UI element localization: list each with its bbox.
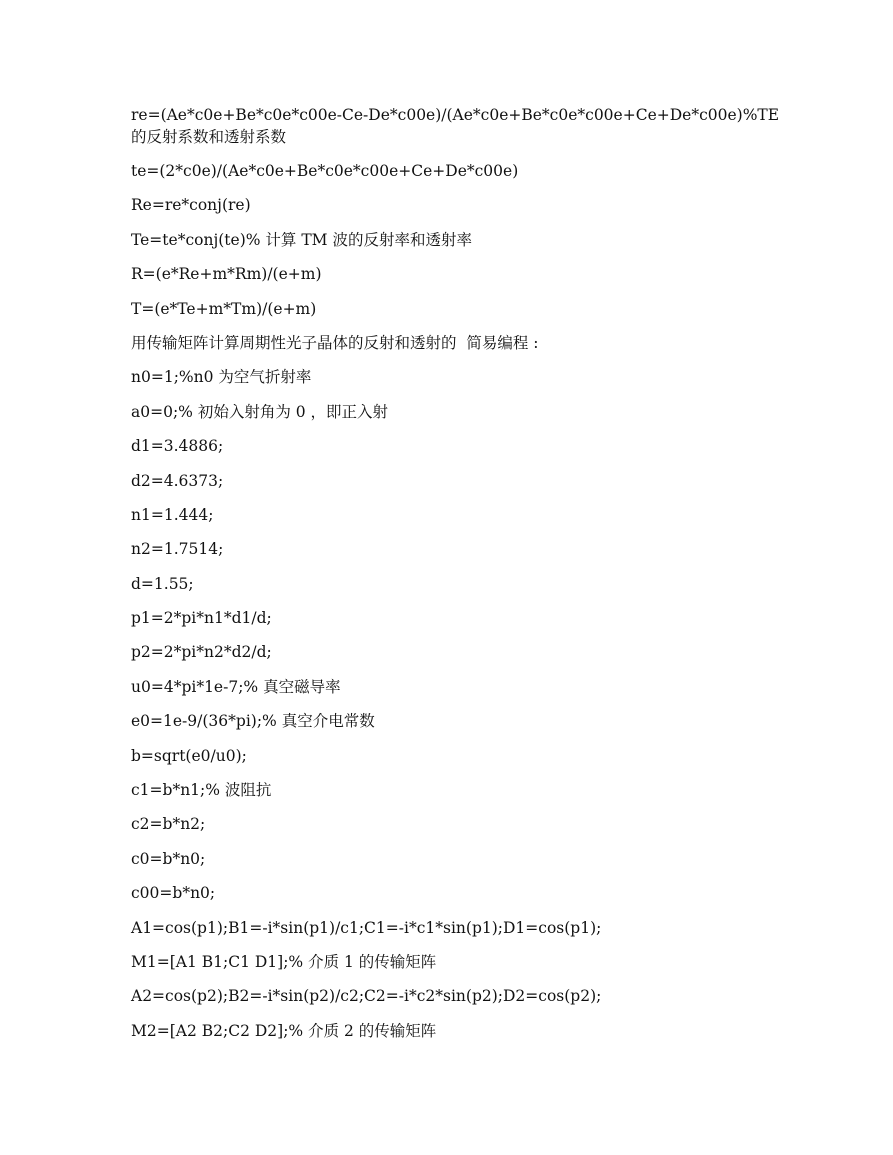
text-line-d2: d2=4.6373;: [131, 471, 224, 490]
text-line-M2: M2=[A2 B2;C2 D2];% 介质 2 的传输矩阵: [131, 1021, 437, 1040]
text-line-c1: c1=b*n1;% 波阻抗: [131, 781, 272, 800]
code-text-block: [131, 104, 785, 1055]
text-line-n2: n2=1.7514;: [131, 540, 224, 559]
text-line-reflection-coefficient: re=(Ae*c0e+Be*c0e*c00e-Ce-De*c00e)/(Ae*c0e+Be*c0e*c00e+Ce+De*c00e)%TE 的反射系数和透射系数: [131, 106, 785, 146]
text-line-d1: d1=3.4886;: [131, 437, 224, 456]
text-line-e0: e0=1e-9/(36*pi);% 真空介电常数: [131, 712, 375, 731]
text-line-te-conj: Te=te*conj(te)% 计算 TM 波的反射率和透射率: [131, 230, 472, 249]
text-line-T-average: T=(e*Te+m*Tm)/(e+m): [131, 299, 317, 318]
text-line-d: d=1.55;: [131, 574, 194, 593]
text-line-u0: u0=4*pi*1e-7;% 真空磁导率: [131, 677, 341, 696]
text-line-c2: c2=b*n2;: [131, 815, 206, 834]
text-line-transmission-coefficient: te=(2*c0e)/(Ae*c0e+Be*c0e*c00e+Ce+De*c00e): [131, 162, 519, 180]
text-line-p2: p2=2*pi*n2*d2/d;: [131, 643, 272, 662]
text-line-matrix2-elements: A2=cos(p2);B2=-i*sin(p2)/c2;C2=-i*c2*sin(p2);D2=cos(p2);: [131, 987, 602, 1006]
text-line-R-average: R=(e*Re+m*Rm)/(e+m): [131, 265, 322, 284]
text-line-c0: c0=b*n0;: [131, 849, 206, 868]
text-line-c00: c00=b*n0;: [131, 884, 216, 903]
text-line-b: b=sqrt(e0/u0);: [131, 746, 247, 765]
text-line-n1: n1=1.444;: [131, 505, 214, 524]
text-line-M1: M1=[A1 B1;C1 D1];% 介质 1 的传输矩阵: [131, 952, 437, 971]
text-line-section-heading: 用传输矩阵计算周期性光子晶体的反射和透射的 简易编程 :: [131, 333, 539, 352]
text-line-n0: n0=1;%n0 为空气折射率: [131, 368, 312, 387]
text-line-re-conj: Re=re*conj(re): [131, 196, 251, 215]
text-line-a0: a0=0;% 初始入射角为 0 ，即正入射: [131, 402, 389, 421]
text-line-matrix1-elements: A1=cos(p1);B1=-i*sin(p1)/c1;C1=-i*c1*sin(p1);D1=cos(p1);: [131, 918, 602, 937]
text-line-p1: p1=2*pi*n1*d1/d;: [131, 609, 272, 628]
